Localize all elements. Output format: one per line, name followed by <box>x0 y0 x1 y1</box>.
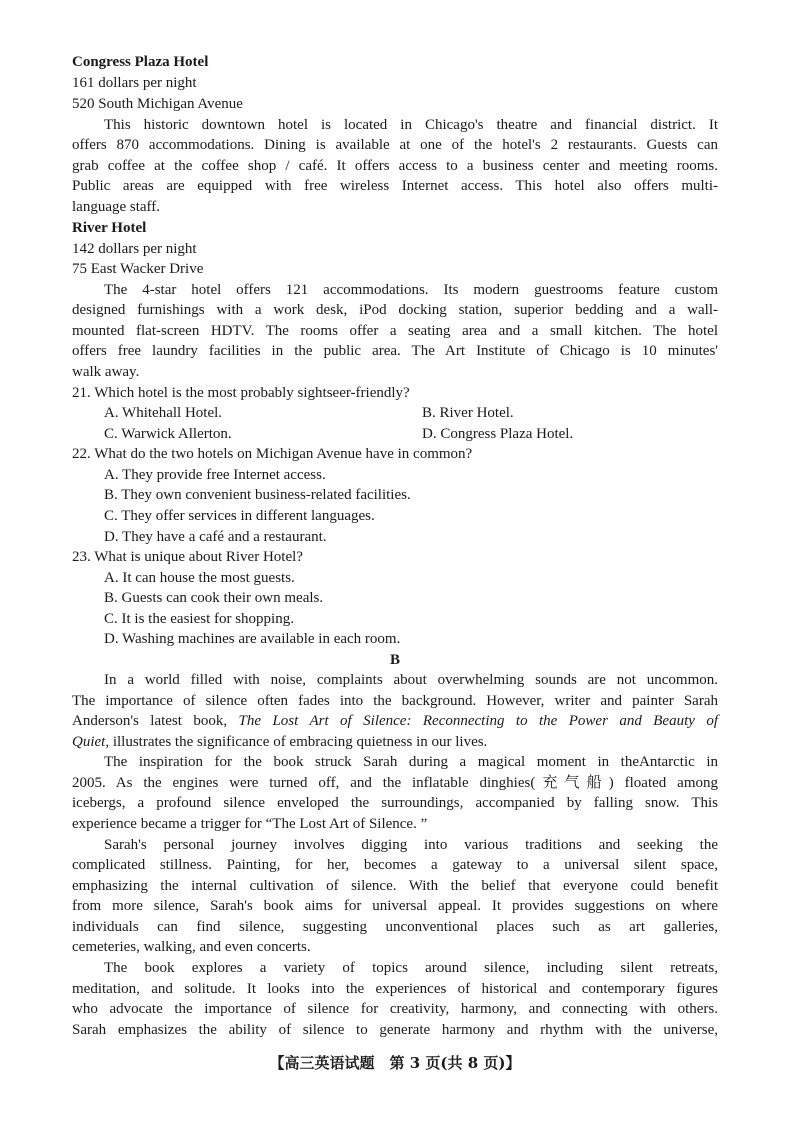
hotel-desc-river-line: designed furnishings with a work desk, iPod docking station, superior bedding and a wall- <box>72 302 718 318</box>
question-21-option-a: A. Whitehall Hotel. <box>104 405 223 421</box>
question-21-stem: 21. Which hotel is the most probably sightseer-friendly? <box>72 385 410 401</box>
section-b-p2-line: The inspiration for the book struck Sarah during a magical moment in theAntarctic in <box>104 754 718 770</box>
section-b-heading: B <box>389 652 400 668</box>
question-21-option-b: B. River Hotel. <box>422 405 514 421</box>
hotel-name-congress: Congress Plaza Hotel <box>72 54 209 70</box>
hotel-address-river: 75 East Wacker Drive <box>72 261 204 277</box>
question-23-option-d: D. Washing machines are available in each room. <box>104 631 401 647</box>
hotel-desc-river-line: offers free laundry facilities in the public area. The Art Institute of Chicago is 10 minutes' <box>72 343 718 359</box>
question-22-option-a: A. They provide free Internet access. <box>104 467 326 483</box>
section-b-p3-line: individuals can find silence, suggesting unconventional places such as art galleries, <box>72 919 718 935</box>
question-22-stem: 22. What do the two hotels on Michigan Avenue have in common? <box>72 446 473 462</box>
section-b-p4-line: The book explores a variety of topics around silence, including silent retreats, <box>104 960 718 976</box>
section-b-p3-line: complicated stillness. Painting, for her, becomes a gateway to a universal silent space, <box>72 857 718 873</box>
question-23-option-b: B. Guests can cook their own meals. <box>104 590 324 606</box>
book-intro-text: Anderson's latest book, <box>72 713 228 729</box>
section-b-p3-line: Sarah's personal journey involves digging into various traditions and seeking the <box>104 837 718 853</box>
hotel-desc-congress-line: This historic downtown hotel is located in Chicago's theatre and financial district. It <box>104 117 718 133</box>
book-title: The Lost Art of Silence: Reconnecting to the Power and Beauty of <box>238 713 718 729</box>
hotel-name-river: River Hotel <box>72 220 147 236</box>
section-b-p2-line: 2005. As the engines were turned off, and the inflatable dinghies(充气船) floated among <box>72 775 718 791</box>
hotel-desc-congress-line: grab coffee at the coffee shop / café. It offers access to a business center and meeting rooms. <box>72 158 718 174</box>
question-23-option-c: C. It is the easiest for shopping. <box>104 611 294 627</box>
question-23-option-a: A. It can house the most guests. <box>104 570 295 586</box>
section-b-p3-line: emphasizing the internal cultivation of silence. With the belief that everyone could benefit <box>72 878 718 894</box>
section-b-p4-line: who advocate the importance of silence for creativity, harmony, and connecting with others. <box>72 1001 718 1017</box>
question-22-option-c: C. They offer services in different languages. <box>104 508 375 524</box>
question-21-option-d: D. Congress Plaza Hotel. <box>422 426 574 442</box>
hotel-address-congress: 520 South Michigan Avenue <box>72 96 243 112</box>
hotel-desc-congress-line: Public areas are equipped with free wireless Internet access. This hotel also offers multi- <box>72 178 718 194</box>
section-b-p4-line: Sarah emphasizes the ability of silence to generate harmony and rhythm with the universe, <box>72 1022 718 1038</box>
hotel-price-river: 142 dollars per night <box>72 241 197 257</box>
section-b-p2-line: icebergs, a profound silence enveloped the surroundings, accompanied by falling snow. This <box>72 795 718 811</box>
section-b-p3-line: cemeteries, walking, and even concerts. <box>72 939 311 955</box>
question-22-option-d: D. They have a café and a restaurant. <box>104 529 327 545</box>
hotel-desc-congress-line: offers 870 accommodations. Dining is available at one of the hotel's 2 restaurants. Guests can <box>72 137 718 153</box>
section-b-p3-line: from more silence, Sarah's book aims for universal appeal. It provides suggestions on where <box>72 898 718 914</box>
section-b-p2-line: experience became a trigger for “The Lost Art of Silence. ” <box>72 816 428 832</box>
section-b-p1-line <box>72 732 487 752</box>
section-b-p1-line: The importance of silence often fades into the background. However, writer and painter Sarah <box>72 693 718 709</box>
page-footer: 【高三英语试题 第 3 页(共 8 页)】 <box>269 1054 521 1072</box>
question-23-stem: 23. What is unique about River Hotel? <box>72 549 303 565</box>
section-b-p4-line: meditation, and solitude. It looks into the experiences of historical and contemporary figures <box>72 981 718 997</box>
section-b-p1-line <box>72 711 718 731</box>
question-22-option-b: B. They own convenient business-related facilities. <box>104 487 411 503</box>
book-intro-text: , illustrates the significance of embracing quietness in our lives. <box>105 734 488 750</box>
hotel-desc-river-line: walk away. <box>72 364 140 380</box>
hotel-price-congress: 161 dollars per night <box>72 75 197 91</box>
hotel-desc-congress-line: language staff. <box>72 199 161 215</box>
hotel-desc-river-line: mounted flat-screen HDTV. The rooms offer a seating area and a small kitchen. The hotel <box>72 323 718 339</box>
question-21-option-c: C. Warwick Allerton. <box>104 426 232 442</box>
hotel-desc-river-line: The 4-star hotel offers 121 accommodations. Its modern guestrooms feature custom <box>104 282 718 298</box>
section-b-p1-line: In a world filled with noise, complaints about overwhelming sounds are not uncommon. <box>104 672 718 688</box>
book-title-end: Quiet <box>72 734 106 750</box>
